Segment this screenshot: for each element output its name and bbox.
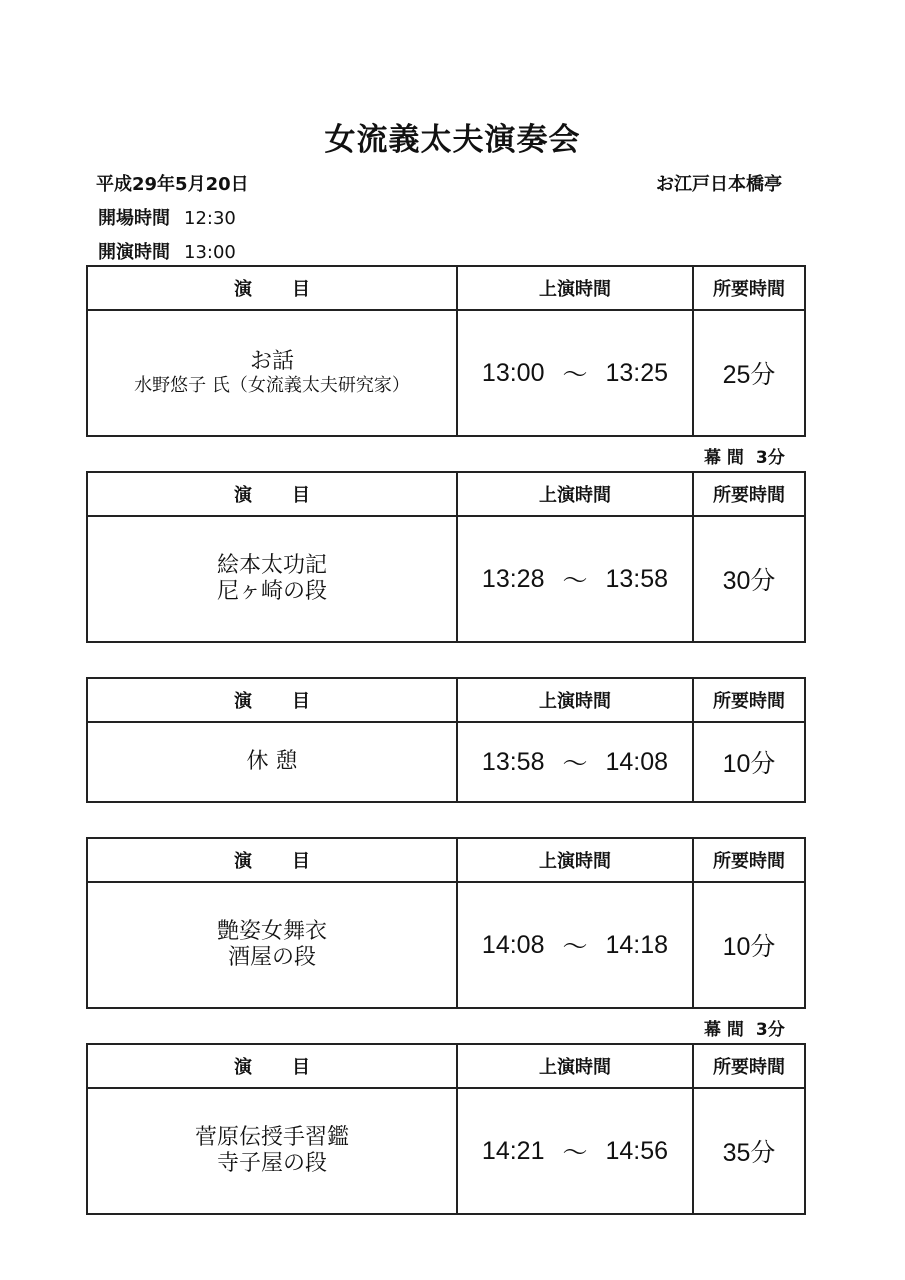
start-time: 13:28 xyxy=(481,564,545,593)
header-duration: 所要時間 xyxy=(713,691,785,712)
doors-open-time: 12:30 xyxy=(184,208,236,229)
event-date: 平成29年5月20日 xyxy=(96,174,249,195)
start-time: 14:21 xyxy=(481,1136,545,1165)
program-title xyxy=(88,517,458,641)
performance-time xyxy=(458,311,694,435)
header-duration: 所要時間 xyxy=(713,851,785,872)
time-separator: ～ xyxy=(562,933,588,961)
program-title-sub: 酒屋の段 xyxy=(227,945,316,970)
end-time: 14:18 xyxy=(605,930,669,959)
program-title-main: 艶姿女舞衣 xyxy=(216,919,327,944)
intermission-label: 幕 間 xyxy=(704,448,744,468)
table-row xyxy=(88,723,804,801)
header-duration: 所要時間 xyxy=(713,1057,785,1078)
program-table-3 xyxy=(86,677,806,803)
header-program: 演目 xyxy=(88,473,458,515)
header-program: 演目 xyxy=(88,267,458,309)
end-time: 14:56 xyxy=(605,1136,669,1165)
program-title-sub: 水野悠子 氏（女流義太夫研究家） xyxy=(134,375,410,396)
start-time: 14:08 xyxy=(481,930,545,959)
performance-start-label: 開演時間 xyxy=(98,242,170,263)
program-title-sub: 尼ヶ崎の段 xyxy=(216,579,327,604)
intermission-value: 3分 xyxy=(755,448,785,468)
program-title-main: 絵本太功記 xyxy=(216,553,327,578)
program-title xyxy=(88,1089,458,1213)
table-row xyxy=(88,517,804,641)
table-header xyxy=(88,679,804,723)
performance-start xyxy=(98,238,236,264)
venue-name: お江戸日本橋亭 xyxy=(656,174,782,195)
header-program: 演目 xyxy=(88,679,458,721)
performance-start-time: 13:00 xyxy=(184,242,236,263)
end-time: 14:08 xyxy=(605,747,669,776)
time-separator: ～ xyxy=(562,1139,588,1167)
duration: 30分 xyxy=(722,567,776,595)
doors-open xyxy=(98,204,236,230)
table-header xyxy=(88,473,804,517)
start-time: 13:00 xyxy=(481,358,545,387)
table-row xyxy=(88,311,804,435)
performance-time xyxy=(458,517,694,641)
program-table-2 xyxy=(86,471,806,643)
doors-open-label: 開場時間 xyxy=(98,208,170,229)
program-table-4 xyxy=(86,837,806,1009)
performance-time xyxy=(458,1089,694,1213)
duration: 10分 xyxy=(722,933,776,961)
header-time: 上演時間 xyxy=(458,267,694,309)
header-time: 上演時間 xyxy=(458,1045,694,1087)
program-title-sub: 寺子屋の段 xyxy=(216,1151,327,1176)
duration: 35分 xyxy=(722,1139,776,1167)
end-time: 13:58 xyxy=(605,564,669,593)
duration: 10分 xyxy=(722,750,776,778)
header-duration: 所要時間 xyxy=(713,485,785,506)
duration: 25分 xyxy=(722,361,776,389)
program-title-main: お話 xyxy=(249,349,294,374)
intermission-value: 3分 xyxy=(755,1020,785,1040)
performance-time xyxy=(458,883,694,1007)
end-time: 13:25 xyxy=(605,358,669,387)
program-table-1 xyxy=(86,265,806,437)
header-time: 上演時間 xyxy=(458,839,694,881)
program-table-5 xyxy=(86,1043,806,1215)
table-header xyxy=(88,839,804,883)
table-row xyxy=(88,883,804,1007)
performance-time xyxy=(458,723,694,801)
program-title xyxy=(88,311,458,435)
time-separator: ～ xyxy=(562,361,588,389)
time-separator: ～ xyxy=(562,750,588,778)
page-title: 女流義太夫演奏会 xyxy=(324,122,581,158)
header-time: 上演時間 xyxy=(458,679,694,721)
program-title xyxy=(88,723,458,801)
program-title-main: 休 憩 xyxy=(246,749,298,774)
table-header xyxy=(88,267,804,311)
start-time: 13:58 xyxy=(481,747,545,776)
header-time: 上演時間 xyxy=(458,473,694,515)
intermission-note-2 xyxy=(704,1015,785,1040)
program-title xyxy=(88,883,458,1007)
header-program: 演目 xyxy=(88,839,458,881)
header-duration: 所要時間 xyxy=(713,279,785,300)
header-program: 演目 xyxy=(88,1045,458,1087)
time-separator: ～ xyxy=(562,567,588,595)
program-title-main: 菅原伝授手習鑑 xyxy=(194,1125,349,1150)
table-row xyxy=(88,1089,804,1213)
intermission-label: 幕 間 xyxy=(704,1020,744,1040)
table-header xyxy=(88,1045,804,1089)
intermission-note-1 xyxy=(704,443,785,468)
